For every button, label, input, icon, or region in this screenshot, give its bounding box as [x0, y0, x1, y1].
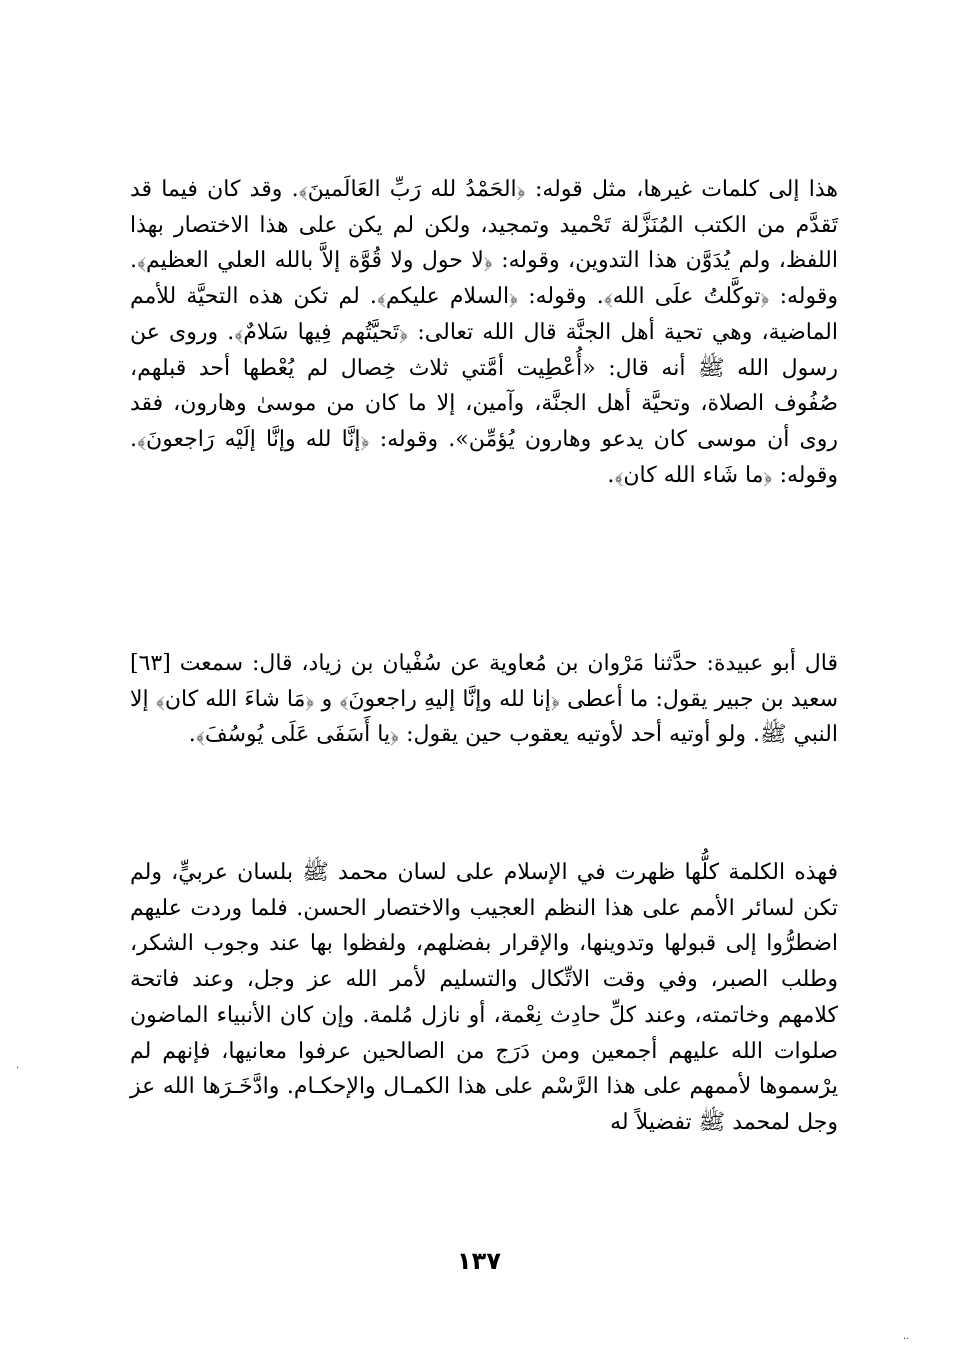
paragraph-3: فهذه الكلمة كلُّها ظهرت في الإسلام على لسان محمد ﷺ بلسان عربيٍّ، ولم تكن لسائر الأمم على هذا النظم العجيب والاختصار الحسن. فلما وردت عليهم اضطرُّوا إلى قبولها وتدوينها، والإقرار بفضلهم، ولفظوا بها عند وجوب الشكر، وطلب الصبر، وفي وقت الاتِّكال والتسليم لأمر الله عز وجل، وعند فاتحة كلامهم وخاتمته، وعند كلِّ حادِث نِعْمة، أو نازل مُلمة. وإن كان الأنبياء الماضون صلوات الله عليهم أجمعين ومن دَرَج من الصالحين عرفوا معانيها، فإنهم لم يرْسموها لأممهم على هذا الرَّسْم على هذا الكمـال والإحكـام. وادَّخَـرَها الله عز وجل لمحمد ﷺ تفضيلاً له [130, 860, 838, 1135]
page-number: ١٣٧ [457, 1247, 501, 1275]
paragraph-1: هذا إلى كلمات غيرها، مثل قوله: ﴿الحَمْدُ لله رَبِّ العَالَمينَ﴾. وقد كان فيما قد تَقدَّم من الكتب المُنَزَّلة تَحْميد وتمجيد، ولكن لم يكن على هذا الاختصار بهذا اللفظ، ولم يُدَوَّن هذا التدوين، وقوله: ﴿لا حول ولا قُوَّة إلاَّ بالله العلي العظيم﴾. وقوله: ﴿توكَّلتُ علَى الله﴾. وقوله: ﴿السلام عليكم﴾. لم تكن هذه التحيَّة للأمم الماضية، وهي تحية أهل الجنَّة قال الله تعالى: ﴿تَحيَّتُهم فِيها سَلامٌ﴾. وروى عن رسول الله ﷺ أنه قال: «أُعْطِيت أمَّتي ثلاث خِصال لم يُعْطها أحد قبلهم، صُفُوف الصلاة، وتحيَّة أهل الجنَّة، وآمين، إلا ما كان من موسىٰ وهارون، فقد روى أن موسى كان يدعو وهارون يُؤمِّن». وقوله: ﴿إنَّا لله وإنَّا إلَيْه رَاجعونَ﴾. وقوله: ﴿ما شَاء الله كان﴾. [130, 177, 838, 488]
scan-mark-left: · [16, 1063, 20, 1074]
scan-mark-bottom: .. [903, 1331, 910, 1342]
paragraph-2: قال أبو عبيدة: حدَّثنا مَرْوان بن مُعاوية عن سُفْيان بن زياد، قال: سمعت [٦٣] سعيد بن جبير يقول: ما أعطى ﴿إنا لله وإنَّا إليهِ راجعونَ﴾ و ﴿مَا شاءَ الله كان﴾ إلا النبي ﷺ. ولو أوتيه أحد لأوتيه يعقوب حين يقول: ﴿يا أَسَفَى عَلَى يُوسُفَ﴾. [130, 651, 838, 748]
